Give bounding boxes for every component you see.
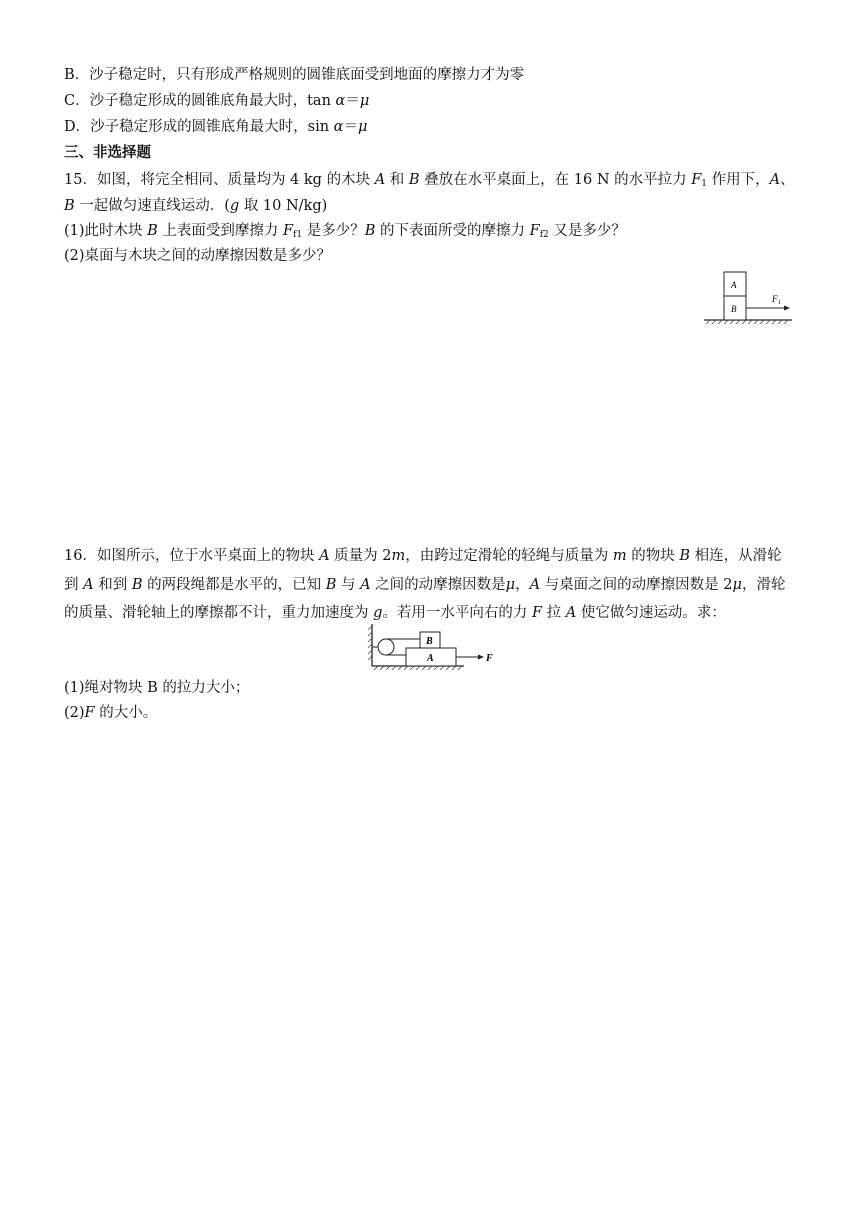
var-f: F <box>691 172 702 188</box>
q16-figure <box>366 622 496 672</box>
var-a: A <box>83 577 94 593</box>
q15-text: 一起做匀速直线运动．( <box>74 198 230 214</box>
q16-text: 的两段绳都是水平的，已知 <box>142 577 326 593</box>
q15-text: 取 10 N/kg) <box>239 198 328 214</box>
q15-text: 上表面受到摩擦力 <box>157 223 284 239</box>
q16-text: 。若用一水平向右的力 <box>382 605 533 621</box>
q15-line-1 <box>64 170 795 190</box>
q15-text: 又是多少？ <box>548 223 626 239</box>
q16-text: 相连，从滑轮 <box>689 548 782 564</box>
subscript: f1 <box>293 230 303 240</box>
q16-text: 的物块 <box>626 548 680 564</box>
var-a: A <box>565 605 577 621</box>
option-d <box>64 117 367 137</box>
force-label: F <box>772 294 778 304</box>
var-a: A <box>769 172 781 188</box>
block-a-label: A <box>731 280 737 290</box>
q15-text: 、 <box>780 172 795 188</box>
var-b: B <box>408 172 420 188</box>
var-g: g <box>373 605 383 621</box>
q16-text: 16．如图所示，位于水平桌面上的物块 <box>64 548 320 564</box>
q16-line-3 <box>64 603 726 623</box>
block-a-label: A <box>427 653 434 664</box>
block-b-label: B <box>426 636 433 647</box>
mu-symbol: μ <box>732 577 742 593</box>
force-label: F <box>486 653 493 664</box>
force-arrowhead <box>478 655 484 660</box>
equals-sign: ＝ <box>345 93 360 109</box>
var-b: B <box>64 198 75 214</box>
var-b: B <box>679 548 690 564</box>
alpha-symbol: α <box>335 93 346 109</box>
q16-text: ，滑轮 <box>741 577 786 593</box>
var-f: F <box>283 223 294 239</box>
q15-text: 和 <box>385 172 409 188</box>
var-a: A <box>319 548 330 564</box>
option-b <box>64 65 524 85</box>
q16-text: (2) <box>64 705 85 721</box>
subscript: f2 <box>539 230 549 240</box>
section-title: 三、非选择题 <box>64 145 151 161</box>
var-b: B <box>325 577 337 593</box>
var-f: F <box>532 605 543 621</box>
var-a: A <box>374 172 386 188</box>
var-a: A <box>360 577 371 593</box>
q15-figure <box>700 268 800 328</box>
var-b: B <box>364 223 376 239</box>
var-a: A <box>529 577 541 593</box>
mu-symbol: μ <box>359 93 370 109</box>
q16-text: 的质量、滑轮轴上的摩擦都不计，重力加速度为 <box>64 605 374 621</box>
q15-text: 作用下， <box>707 172 770 188</box>
var-b: B <box>131 577 143 593</box>
q15-text: 的下表面所受的摩擦力 <box>375 223 530 239</box>
subscript: 1 <box>701 179 708 189</box>
var-g: g <box>229 198 240 214</box>
q16-text: 拉 <box>542 605 566 621</box>
mu-symbol: μ <box>357 119 368 135</box>
q15-line-2 <box>64 196 327 216</box>
option-b-text: B．沙子稳定时，只有形成严格规则的圆锥底面受到地面的摩擦力才为零 <box>64 67 525 83</box>
q16-text: ，由跨过定滑轮的轻绳与质量为 <box>405 548 613 564</box>
var-m: m <box>391 548 406 564</box>
var-f: F <box>529 223 540 239</box>
q16-text: 的大小。 <box>94 705 158 721</box>
var-b: B <box>147 223 158 239</box>
q16-text: 和到 <box>93 577 132 593</box>
q15-text: 是多少？ <box>302 223 365 239</box>
q16-text: 与 <box>336 577 361 593</box>
q16-part-1: (1)绳对物块 B 的拉力大小； <box>64 680 250 696</box>
q16-text: 质量为 2 <box>329 548 392 564</box>
alpha-symbol: α <box>333 119 344 135</box>
q16-part-2 <box>64 703 157 723</box>
q15-part-2: (2)桌面与木块之间的动摩擦因数是多少？ <box>64 248 332 264</box>
q16-text: 使它做匀速运动。求： <box>576 605 726 621</box>
var-f: F <box>84 705 95 721</box>
q16-text: 之间的动摩擦因数是 <box>370 577 506 593</box>
pulley <box>378 639 394 655</box>
q16-text: 与桌面之间的动摩擦因数是 2 <box>540 577 733 593</box>
q16-text: 到 <box>64 577 84 593</box>
q15-text: 叠放在水平桌面上，在 16 N 的水平拉力 <box>419 172 692 188</box>
q15-text: (1)此时木块 <box>64 223 148 239</box>
q16-line-1 <box>64 546 782 566</box>
option-d-text: D．沙子稳定形成的圆锥底角最大时，sin <box>64 119 334 135</box>
force-arrowhead <box>784 306 790 311</box>
option-c-text: C．沙子稳定形成的圆锥底角最大时，tan <box>64 93 336 109</box>
q16-line-2 <box>64 575 785 595</box>
q16-text: ， <box>515 577 530 593</box>
block-b-label: B <box>731 304 737 314</box>
force-sub-label: 1 <box>778 300 781 306</box>
q15-text: 15．如图，将完全相同、质量均为 4 kg 的木块 <box>64 172 375 188</box>
q15-part-1 <box>64 221 626 241</box>
equals-sign: ＝ <box>343 119 358 135</box>
var-m: m <box>612 548 627 564</box>
mu-symbol: μ <box>505 577 516 593</box>
option-c <box>64 91 369 111</box>
